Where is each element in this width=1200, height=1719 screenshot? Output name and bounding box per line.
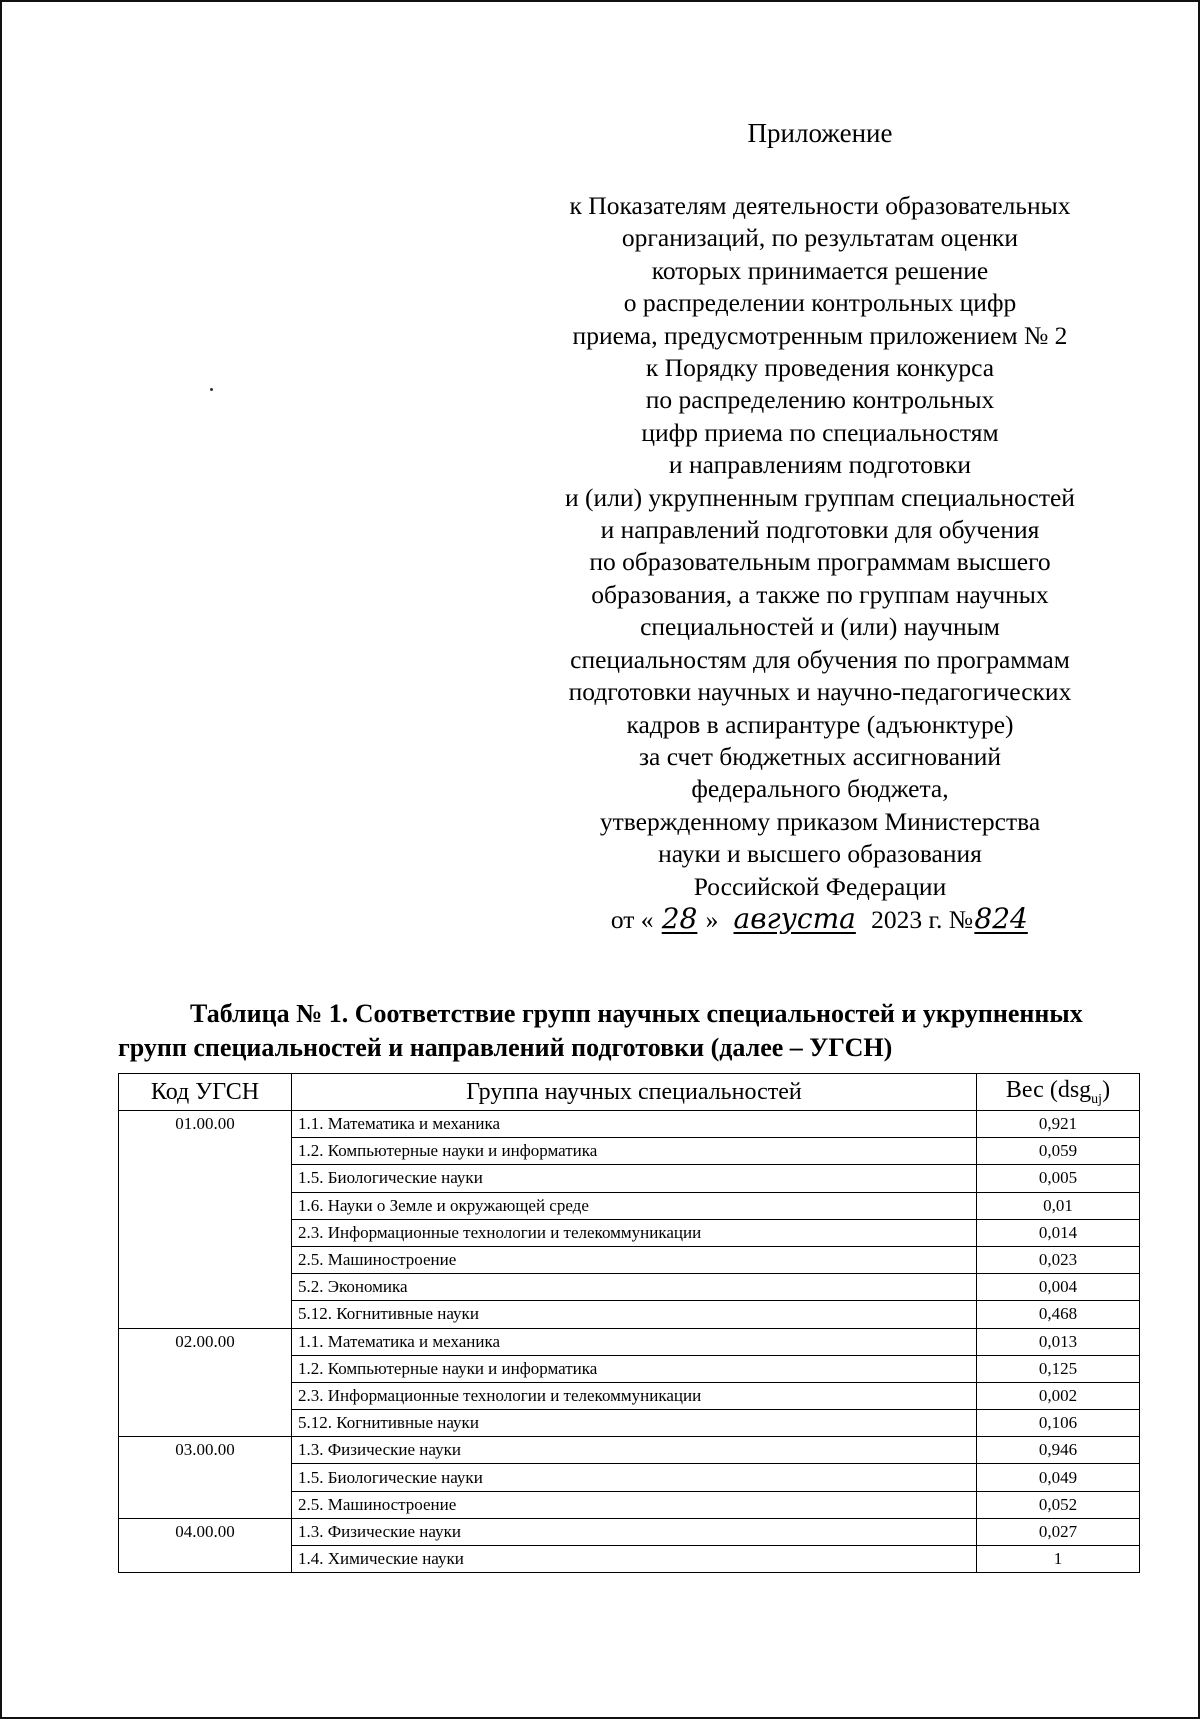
group-cell: 2.3. Информационные технологии и телекоммуникации: [292, 1219, 977, 1246]
appendix-line: Российской Федерации: [693, 871, 947, 901]
header-weight-end: ): [1102, 1076, 1111, 1103]
weight-cell: 0,921: [977, 1111, 1140, 1138]
ugsn-code-cell: 03.00.00: [119, 1437, 292, 1519]
table-row: [119, 1111, 1140, 1138]
scan-speck: [210, 388, 213, 391]
appendix-line: организаций, по результатам оценки: [621, 223, 1019, 253]
appendix-line: и (или) укрупненным группам специальностей: [565, 482, 1075, 512]
appendix-line: которых принимается решение: [651, 255, 989, 285]
appendix-line: подготовки научных и научно-педагогических: [568, 677, 1072, 707]
order-number-handwritten: 824: [974, 901, 1028, 935]
appendix-line: специальностей и (или) научным: [640, 612, 1000, 642]
group-cell: 2.5. Машиностроение: [292, 1246, 977, 1273]
appendix-line: за счет бюджетных ассигнований: [638, 741, 1001, 771]
order-day-handwritten: 28: [661, 901, 698, 935]
group-cell: 1.5. Биологические науки: [292, 1464, 977, 1491]
weight-cell: 0,468: [977, 1301, 1140, 1328]
appendix-line: к Показателям деятельности образовательных: [569, 191, 1071, 220]
appendix-line: о распределении контрольных цифр: [623, 288, 1017, 318]
weight-cell: 0,005: [977, 1165, 1140, 1192]
table-body: [119, 1111, 1140, 1573]
weight-cell: 1: [977, 1546, 1140, 1573]
appendix-line: и направлениям подготовки: [668, 450, 972, 480]
header-weight-text: Вес (dsg: [1005, 1076, 1092, 1103]
appendix-line: кадров в аспирантуре (адъюнктуре): [626, 709, 1014, 739]
weight-cell: 0,002: [977, 1382, 1140, 1409]
order-year: 2023 г. №: [871, 904, 974, 934]
group-cell: 1.4. Химические науки: [292, 1546, 977, 1573]
correspondence-table: [118, 1073, 1140, 1573]
table-title-line2: групп специальностей и направлений подготовки (далее – УГСН): [118, 1033, 893, 1062]
group-cell: 2.3. Информационные технологии и телекоммуникации: [292, 1382, 977, 1409]
table-title-line1: Таблица № 1. Соответствие групп научных специальностей и укрупненных: [190, 999, 1083, 1028]
appendix-line: приема, предусмотренным приложением № 2: [572, 320, 1068, 350]
appendix-line: специальностям для обучения по программам: [570, 644, 1070, 674]
weight-cell: 0,01: [977, 1192, 1140, 1219]
weight-cell: 0,946: [977, 1437, 1140, 1464]
weight-cell: 0,125: [977, 1355, 1140, 1382]
group-cell: 1.3. Физические науки: [292, 1437, 977, 1464]
group-cell: 1.3. Физические науки: [292, 1518, 977, 1545]
appendix-lines: [510, 190, 1130, 903]
table-row: [119, 1437, 1140, 1464]
weight-cell: 0,106: [977, 1410, 1140, 1437]
appendix-block: [510, 190, 1130, 936]
table-row: [119, 1518, 1140, 1545]
weight-cell: 0,014: [977, 1219, 1140, 1246]
weight-cell: 0,059: [977, 1138, 1140, 1165]
appendix-line: утвержденному приказом Министерства: [599, 806, 1041, 836]
weight-cell: 0,052: [977, 1491, 1140, 1518]
ugsn-code-cell: 04.00.00: [119, 1518, 292, 1572]
group-cell: 1.1. Математика и механика: [292, 1328, 977, 1355]
group-cell: 5.12. Когнитивные науки: [292, 1410, 977, 1437]
ugsn-code-cell: 01.00.00: [119, 1111, 292, 1329]
table-row: [119, 1328, 1140, 1355]
group-cell: 1.2. Компьютерные науки и информатика: [292, 1355, 977, 1382]
appendix-title: Приложение: [747, 118, 893, 148]
appendix-line: к Порядку проведения конкурса: [645, 353, 995, 383]
order-month-handwritten: августа: [733, 901, 856, 935]
ugsn-code-cell: 02.00.00: [119, 1328, 292, 1437]
weight-cell: 0,004: [977, 1274, 1140, 1301]
group-cell: 1.5. Биологические науки: [292, 1165, 977, 1192]
header-group: Группа научных специальностей: [292, 1074, 977, 1111]
group-cell: 5.2. Экономика: [292, 1274, 977, 1301]
appendix-line: по распределению контрольных: [645, 385, 995, 415]
table-title: [118, 997, 1138, 1065]
weight-cell: 0,023: [977, 1246, 1140, 1273]
group-cell: 1.6. Науки о Земле и окружающей среде: [292, 1192, 977, 1219]
header-weight-sub: uj: [1091, 1091, 1103, 1107]
weight-cell: 0,027: [977, 1518, 1140, 1545]
appendix-line: федерального бюджета,: [691, 774, 949, 804]
group-cell: 1.2. Компьютерные науки и информатика: [292, 1138, 977, 1165]
appendix-line: образования, а также по группам научных: [591, 579, 1049, 609]
order-prefix: от «: [610, 904, 654, 934]
order-mid: »: [705, 904, 719, 934]
group-cell: 2.5. Машиностроение: [292, 1491, 977, 1518]
group-cell: 5.12. Когнитивные науки: [292, 1301, 977, 1328]
appendix-line: по образовательным программам высшего: [589, 547, 1051, 577]
weight-cell: 0,049: [977, 1464, 1140, 1491]
appendix-line: и направлений подготовки для обучения: [600, 515, 1040, 545]
appendix-line: науки и высшего образования: [658, 839, 982, 869]
weight-cell: 0,013: [977, 1328, 1140, 1355]
header-weight: [977, 1074, 1140, 1111]
order-line: [510, 903, 1130, 936]
appendix-line: цифр приема по специальностям: [641, 417, 999, 447]
group-cell: 1.1. Математика и механика: [292, 1111, 977, 1138]
header-code: Код УГСН: [119, 1074, 292, 1111]
table-header-row: [119, 1074, 1140, 1111]
